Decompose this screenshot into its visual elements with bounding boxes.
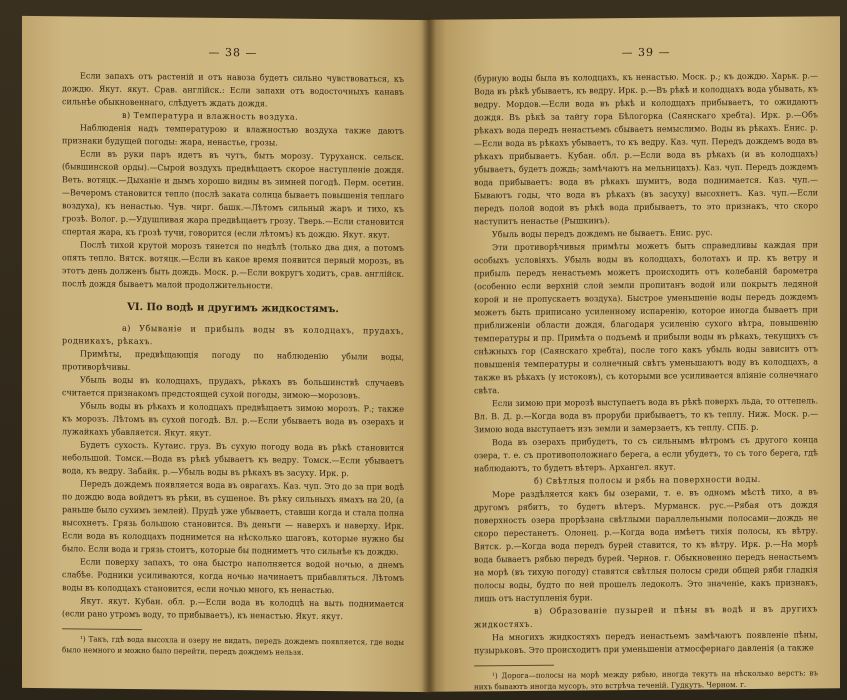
section-heading: б) Свѣтлыя полосы и рябь на поверхности воды. (534, 474, 761, 486)
paragraph: Если въ руки паръ идетъ въ чутъ, быть морозу. Туруханск. сельск. (бывшинской орды).—Сырой воздухъ предвѣщаетъ скорое наступленіе дождя. Веть. вотяцк.—Дыханіе и дымъ хорошо видны въ зимней погодѣ. Перм. осетин.—Вечеромъ становится тепло (послѣ заката солнца бываетъ повышенія теплаго воздуха), къ ненастью. Чув. чирг. башк.—Лѣтомъ сильный жаръ и тихо, къ грозѣ. Волог. р.—Удушливая жара предвѣщаетъ грозу. Тверь.—Если становится спертая жара, къ грозѣ тучи, говорится (если лѣтомъ) къ дождю. Якут. якут. (62, 149, 404, 240)
paragraph: Море раздѣляется какъ бы озерами, т. е. въ одномъ мѣстѣ тихо, а въ другомъ рябитъ, то будетъ вѣтеръ. Мурманск. рус.—Рябая отъ дождя поверхность озера прорѣзана свѣтлыми параллельными полосами—дождь не скоро перестанетъ. Олонец. р.—Когда вода имѣетъ тихія полосы, къ вѣтру. Вятск. р.—Когда вода передъ бурей ставится, то къ вѣтру. Ирк. р.—На морѣ вода бываетъ рябью передъ бурей. Чернов. г. Обыкновенно передъ ненастьемъ на морѣ (въ тихую погоду) ставятся свѣтлыя полосы среди общей ряби гладкія полосы воды, будто по ней прошелъ ледоколъ. Это значеніе, какъ признакъ, лишь отъ наступленія бури. (474, 487, 818, 604)
paragraph: Если запахъ отъ растеній и отъ навоза будетъ сильно чувствоваться, къ дождю. Якут. якут. Срав. англійск.: Если запахи отъ водосточныхъ канавъ сильнѣе обыкновеннаго, слѣдуетъ ждать дождя. (62, 71, 404, 109)
chapter-title: VI. По водѣ и другимъ жидкостямъ. (127, 301, 339, 316)
book-spine (422, 14, 436, 694)
page-number: — 38 — (208, 45, 258, 60)
paragraph: Якут. якут. Кубан. обл. р.—Если вода въ колодцѣ на выть поднимается (если рано утромъ воду, то прибываетъ), къ ненастью. Якут. якут. (62, 596, 404, 622)
footnote-rule (474, 665, 554, 667)
footnote-rule (62, 628, 142, 630)
paragraph: Если поверху запахъ, то она быстро наполняется водой ночью, а днемъ слабѣе. Родники усиливаются, когда ночью начинаетъ прибавляться. Лѣтомъ воды въ колодцахъ становится, если ночью много, къ ненастью. (62, 557, 404, 596)
paragraph: Наблюденія надъ температурою и влажностью воздуха также даютъ признаки будущей погоды: жара, ненастье, грозы. (62, 123, 404, 148)
left-page-text (62, 69, 404, 659)
left-page (22, 16, 430, 692)
paragraph: (бурную воды была въ колодцахъ, къ ненастью. Моск. р.; къ дождю. Харьк. р.—Вода въ рѣкѣ убываетъ, къ ведру. Ирк. р.—Въ рѣкѣ и колодцахъ вода убывать, къ ведру. Мордов.—Если вода въ рѣкѣ и колодцахъ прибываетъ, то ожидаютъ дождя. Въ рѣкѣ за тайгу гора Бѣлогорка (Саянскаго хребта). Ирк. р.—Объ рѣкахъ вода передъ ненастьемъ сбываетъ немыслимо. Воды въ рѣкахъ. Енис. р.—Если вода въ рѣкахъ убываетъ, то къ ведру. Каз. чуп. Передъ дождемъ вода въ рѣкахъ прибываетъ. Кубан. обл. р.—Если вода въ рѣкахъ (и въ колодцахъ) убываетъ, будетъ дождь; замѣчаютъ на мельницахъ). Каз. чуп. Передъ дождемъ вода прибываетъ: вода въ рѣкахъ шумитъ, вода поднимается. Каз. чуп.—Бываютъ годы, что вода въ рѣкахъ (въ засуху) высохнетъ. Каз. чуп.—Если передъ полой водой въ рѣкѣ вода прибываетъ, то это признакъ, что скоро наступитъ ненастье (Рышкинъ). (474, 71, 818, 227)
section-heading: а) Убываніе и прибыль воды въ колодцахъ, прудахъ, родникахъ, рѣкахъ. (62, 323, 404, 347)
paragraph: Эти противорѣчивыя примѣты можетъ быть справедливы каждая при особыхъ условіяхъ. Убыль воды въ колодцахъ, болотахъ и пр. къ ветру и прибыль передъ ненастьемъ можетъ происходить отъ колебаній барометра (особенно если верхній слой земли пропитанъ водой или покрытъ ледяной корой и не пропускаетъ воздуха). Быстрое уменьшеніе воды передъ дождемъ можетъ быть приписано усиленному испаренію, которое иногда бываетъ при приближеніи области дождя, благодаря усиленію сухого вѣтра, повышенію температуры и пр. Примѣта о подъемѣ и прибыли воды въ рѣкахъ, текущихъ съ снѣжныхъ гор (Саянскаго хребта), после того какъ убыль воды зависитъ отъ повышенія температуры и солнечный свѣтъ уменьшаютъ воду въ колодцахъ, а также въ рѣкахъ (у истоковъ), съ которыми все усиливается вліяніе солнечнаго свѣта. (474, 240, 818, 396)
paragraph: Будетъ сухость. Кутаис. груз. Въ сухую погоду вода въ рѣкѣ становится небольшой. Томск.—Вода въ рѣкѣ убываетъ къ ведру. Томск.—Если убываетъ вода, къ ведру. Забайк. р.—Убыль воды въ рѣкахъ въ засуху. Ирк. р. (62, 440, 404, 479)
paragraph: Убыль воды передъ дождемъ не бываетъ. Енис. рус. (492, 228, 713, 240)
section-heading: в) Температура и влажность воздуха. (122, 110, 299, 122)
right-page (430, 16, 840, 692)
paragraph: Убыль воды въ рѣкахъ и колодцахъ предвѣщаетъ зимою морозъ. Р.; также къ морозъ. Лѣтомъ въ сухой погодѣ. Вл. р.—Если убываетъ вода въ озерахъ и лужайкахъ убавляется. Якут. якут. (62, 401, 404, 438)
right-page-text (474, 69, 818, 692)
footnote: ¹) Дорога—полосы на морѣ между рябью, иногда текутъ на нѣсколько верстъ; въ нихъ бываютъ иногда мусоръ, это встрѣча теченій. Гудкутъ. Черном. г. (474, 668, 818, 692)
paragraph: Передъ дождемъ появляется вода въ оврагахъ. Каз. чуп. Это до за при водѣ по дождю вода войдетъ въ рѣки, въ сушеное. Въ рѣку сильныхъ ямахъ на 20, (а раньше было сухимъ землей). Прудѣ уже убываетъ, ставши когда и стала полна высохнетъ. Грязь большою становится. Въ деньги — наверхъ и наверху. Ирк. Если вода въ колодцахъ поднимется на нѣсколько шаговъ, которые нужно бы было. Если вода и грязь стоитъ, которые бы подниметъ что сильнѣе къ дождю. (62, 479, 404, 557)
section-heading: в) Образованіе пузырей и пѣны въ водѣ и въ другихъ жидкостяхъ. (474, 604, 818, 630)
paragraph: Вода въ озерахъ прибудетъ, то съ сильнымъ вѣтромъ съ другого конца озера, т. е. съ противоположнаго берега, а если убудетъ, то съ того берега, гдѣ наблюдаютъ, то будетъ вѣтеръ. Архангел. якут. (474, 435, 818, 474)
paragraph: На многихъ жидкостяхъ передъ ненастьемъ замѣчаютъ появленіе пѣны, пузырьковъ. Это происходитъ при уменьшеніи атмосфернаго давленія (а также (474, 630, 818, 656)
paragraph: Примѣты, предвѣщающія погоду по наблюденію убыли воды, противорѣчивы. (62, 349, 404, 372)
paragraph: Если зимою при морозѣ выступаетъ вода въ рѣкѣ поверхъ льда, то оттепель. Вл. В. Д. р.—Когда вода въ проруби прибываетъ, то къ теплу. Ниж. Моск. р.—Зимою вода выступаетъ изъ земли и замерзаетъ, къ теплу. СПБ. р. (474, 396, 818, 435)
paragraph: Убыль воды въ колодцахъ, прудахъ, рѣкахъ въ большинствѣ случаевъ считается признакомъ предстоящей сухой погоды, зимою—морозовъ. (62, 375, 404, 401)
page-number: — 39 — (621, 45, 671, 60)
paragraph: Послѣ тихой крутой морозъ тянется по недѣлѣ (только два дня, а потомъ опять тепло. Вятск. вотяцк.—Если въ какое время появится первый морозъ, въ этотъ день долженъ быть дождь. Моск. р.—Если вокругъ ходитъ, срав. англійск. послѣ дождя бываетъ малой продолжительности. (62, 240, 404, 291)
footnote: ¹) Такъ, гдѣ вода высохла и озеру не видать, передъ дождемъ появляется, где воды было немного и можно было перейти, передъ дождемъ нельзя. (62, 634, 404, 657)
